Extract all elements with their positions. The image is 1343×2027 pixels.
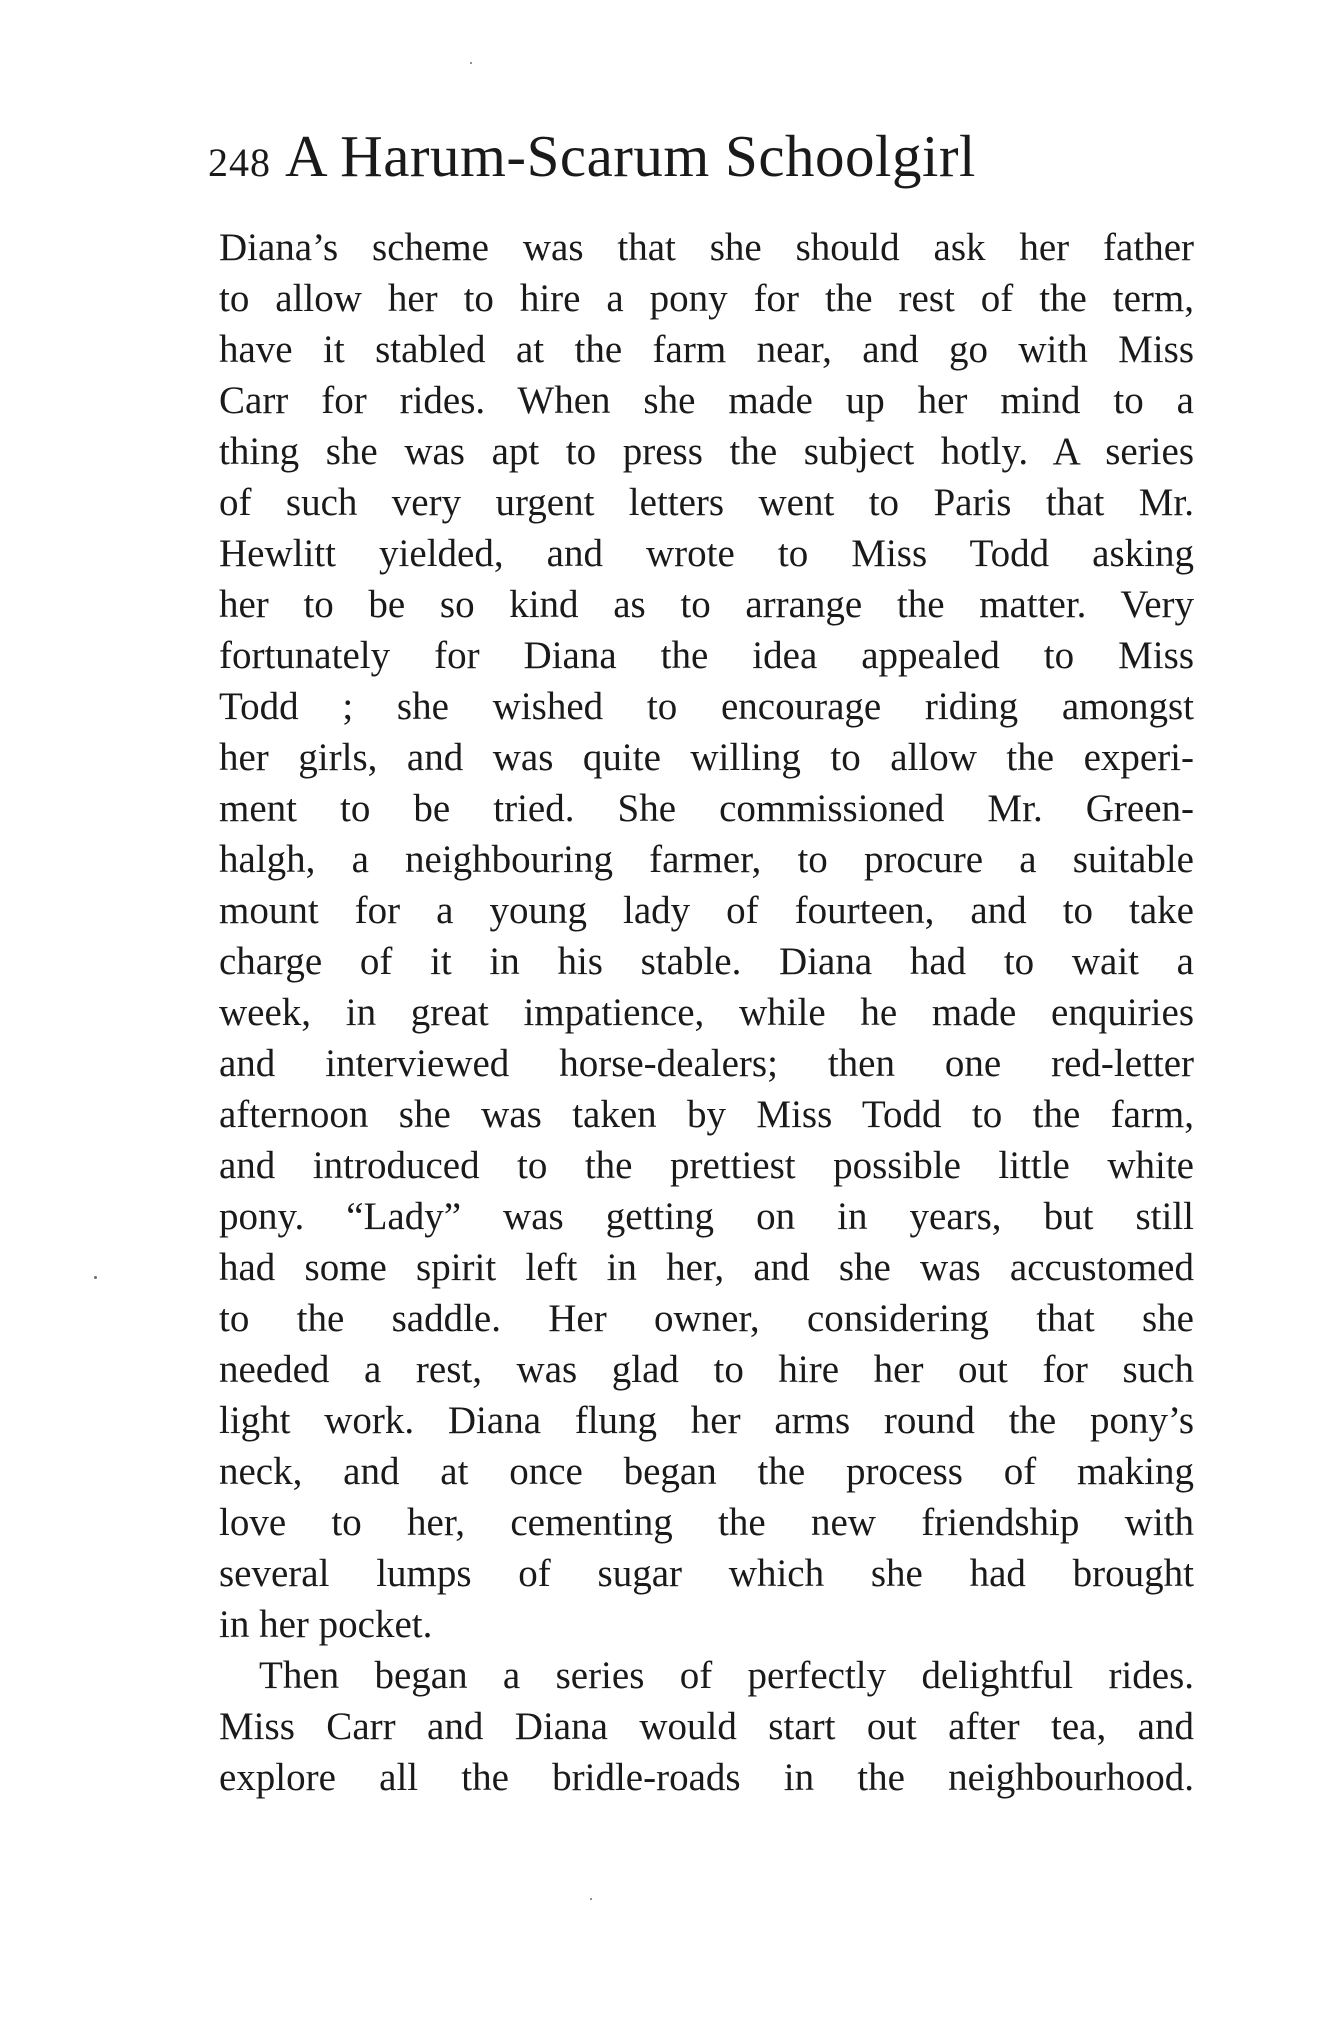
text-line: love to her, cementing the new friendship with (219, 1501, 1194, 1544)
text-line: had some spirit left in her, and she was accustomed (219, 1246, 1194, 1289)
body-text (219, 222, 1194, 1803)
text-line: pony. “Lady” was getting on in years, but still (219, 1195, 1194, 1238)
text-line: halgh, a neighbouring farmer, to procure a suitable (219, 838, 1194, 881)
text-line: Hewlitt yielded, and wrote to Miss Todd asking (219, 532, 1194, 575)
text-line: charge of it in his stable. Diana had to wait a (219, 940, 1194, 983)
text-line: explore all the bridle-roads in the neighbourhood. (219, 1756, 1194, 1799)
text-line: in her pocket. (219, 1603, 433, 1646)
text-line: and interviewed horse-dealers; then one red-letter (219, 1042, 1194, 1085)
text-line: Then began a series of perfectly delightful rides. (259, 1654, 1194, 1697)
text-line: needed a rest, was glad to hire her out for such (219, 1348, 1194, 1391)
text-line: Carr for rides. When she made up her mind to a (219, 379, 1194, 422)
paragraph-1 (219, 222, 1194, 1650)
text-line: neck, and at once began the process of making (219, 1450, 1194, 1493)
text-line: thing she was apt to press the subject hotly. A series (219, 430, 1194, 473)
text-line: week, in great impatience, while he made enquiries (219, 991, 1194, 1034)
text-line: and introduced to the prettiest possible little white (219, 1144, 1194, 1187)
page-number: 248 (208, 140, 271, 185)
text-line: Todd ; she wished to encourage riding amongst (219, 685, 1194, 728)
text-line: fortunately for Diana the idea appealed to Miss (219, 634, 1194, 677)
text-line: mount for a young lady of fourteen, and to take (219, 889, 1194, 932)
text-line: ment to be tried. She commissioned Mr. Green- (219, 787, 1194, 830)
text-line: light work. Diana flung her arms round the pony’s (219, 1399, 1194, 1442)
text-line: her girls, and was quite willing to allow the experi- (219, 736, 1194, 779)
scan-speck (94, 1276, 97, 1279)
text-line: of such very urgent letters went to Paris that Mr. (219, 481, 1194, 524)
text-line: Miss Carr and Diana would start out after tea, and (219, 1705, 1194, 1748)
running-head (208, 122, 1108, 202)
scan-speck (470, 62, 472, 64)
text-line: to allow her to hire a pony for the rest of the term, (219, 277, 1194, 320)
text-line: afternoon she was taken by Miss Todd to the farm, (219, 1093, 1194, 1136)
text-line: several lumps of sugar which she had brought (219, 1552, 1194, 1595)
text-line: to the saddle. Her owner, considering that she (219, 1297, 1194, 1340)
text-line: Diana’s scheme was that she should ask her father (219, 226, 1194, 269)
scan-speck (590, 1898, 592, 1900)
paragraph-2 (219, 1650, 1194, 1803)
text-line: her to be so kind as to arrange the matter. Very (219, 583, 1194, 626)
book-title: A Harum-Scarum Schoolgirl (285, 123, 976, 189)
text-line: have it stabled at the farm near, and go with Miss (219, 328, 1194, 371)
